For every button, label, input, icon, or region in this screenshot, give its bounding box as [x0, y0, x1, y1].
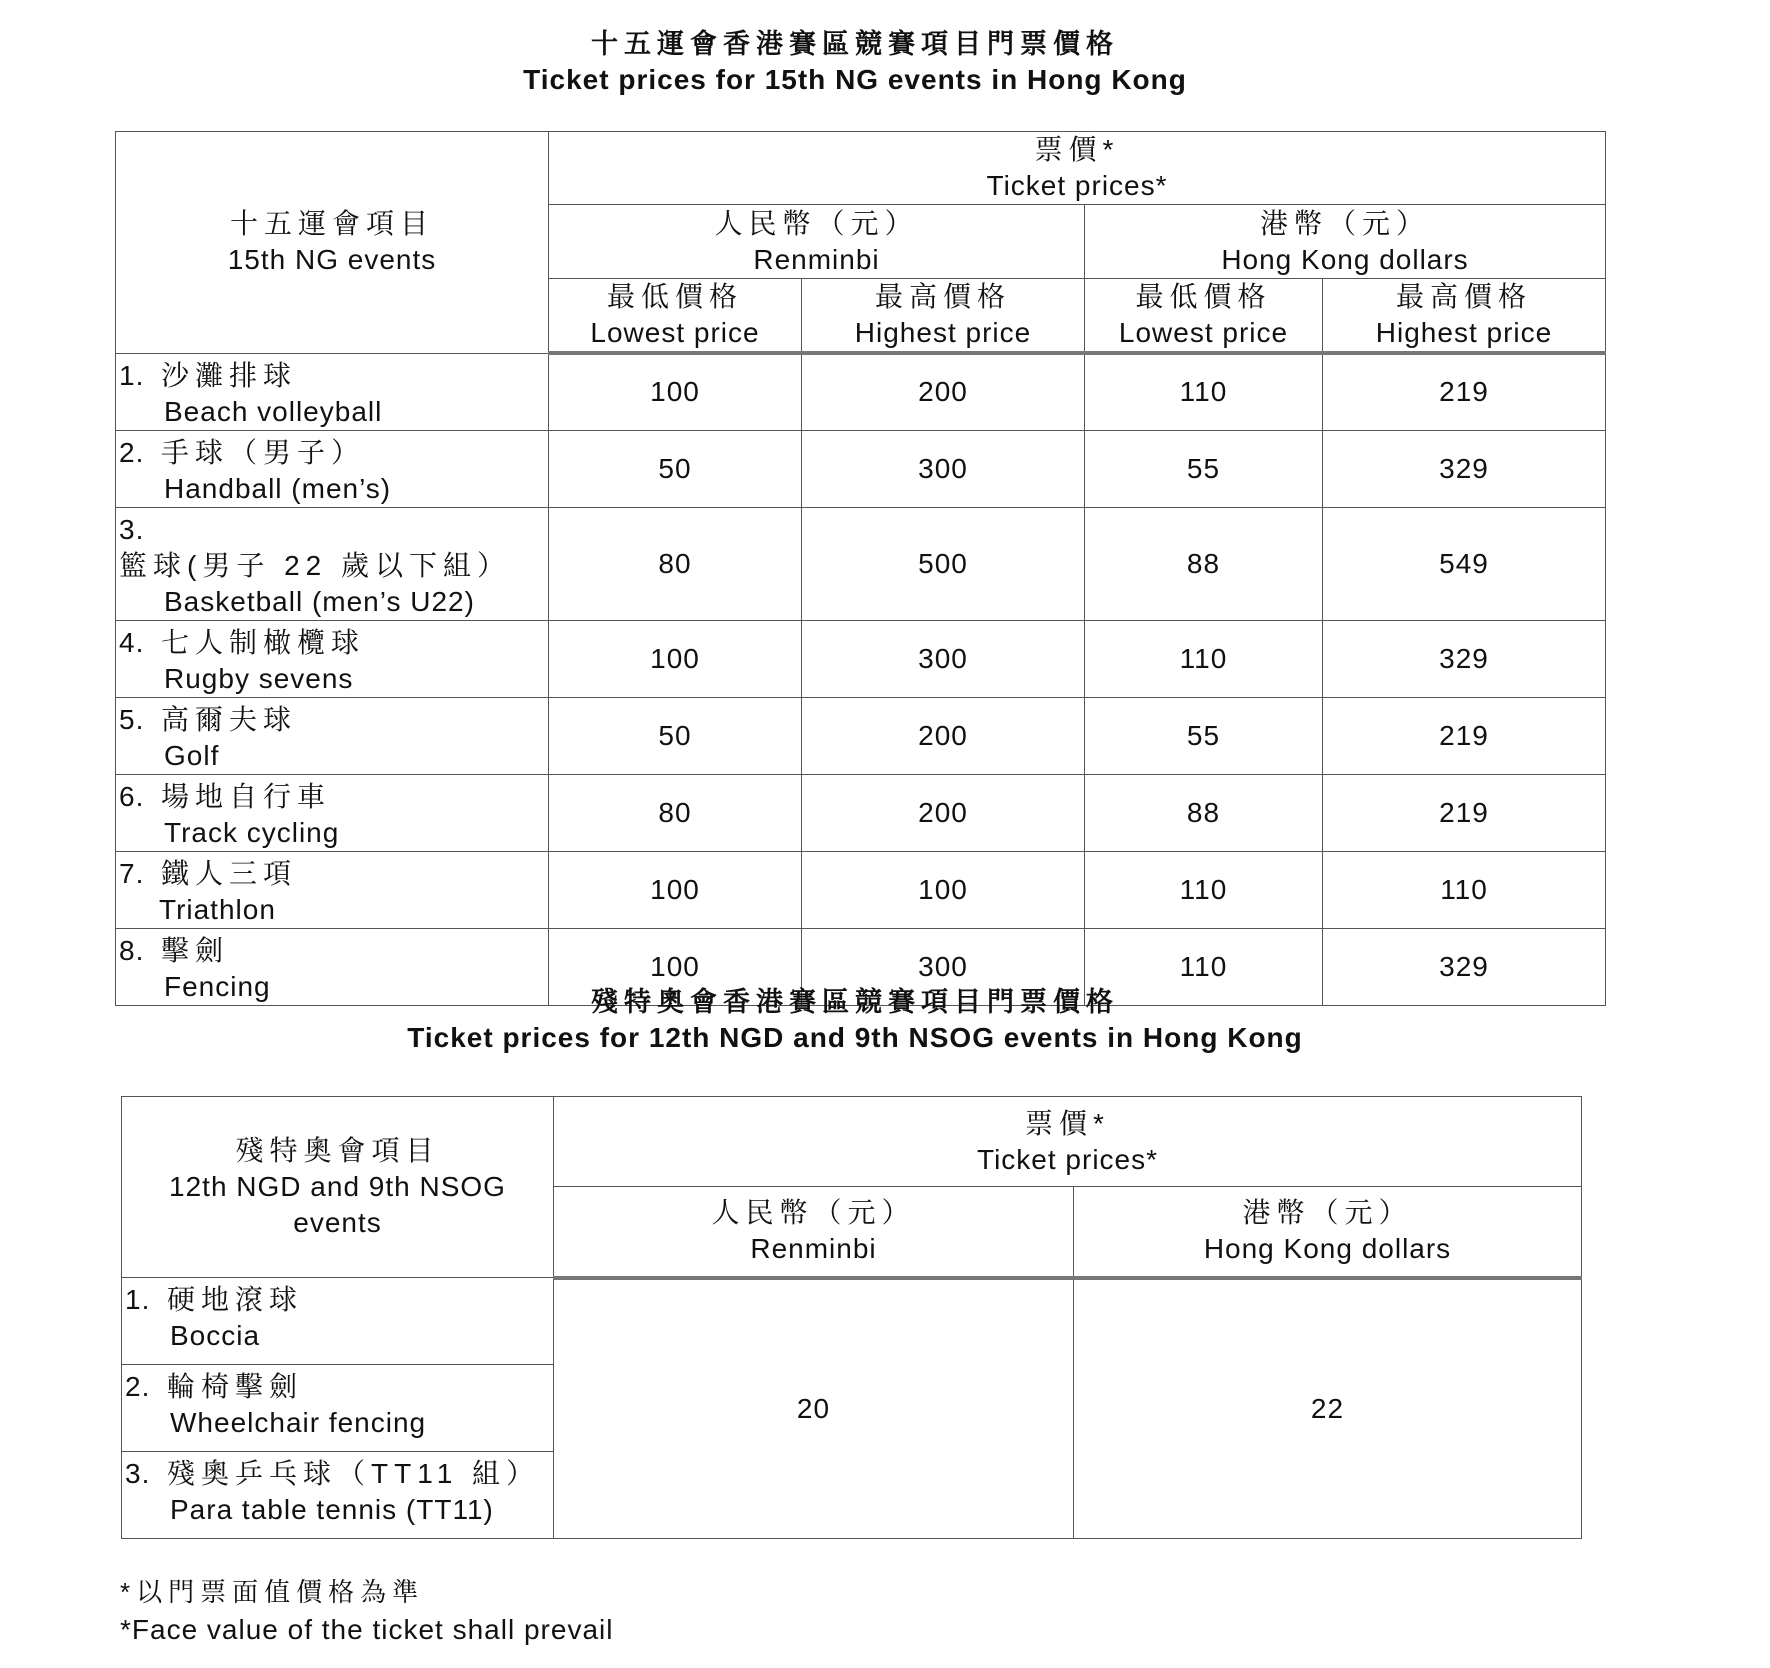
event-cell: [116, 353, 549, 430]
event-cell: [116, 620, 549, 697]
event-cell: [116, 697, 549, 774]
rmb-lowest-cell: 50: [549, 697, 802, 774]
rmb-lowest-cell: 80: [549, 774, 802, 851]
event-number: 3.: [125, 1458, 151, 1489]
highest-en: Highest price: [854, 317, 1032, 348]
event-name-en: Fencing: [164, 970, 271, 1002]
rmb-lowest-cell: 100: [549, 928, 802, 1005]
event-header-en: 15th NG events: [227, 244, 437, 276]
rmb-price-cell: 20: [554, 1278, 1074, 1539]
price-header: [554, 1097, 1582, 1187]
rmb-highest-cell: 200: [802, 774, 1085, 851]
hkd-header-zh: 港幣（元）: [1260, 207, 1431, 239]
hkd-price-cell: 22: [1074, 1278, 1582, 1539]
event-name-en: Triathlon: [159, 893, 276, 925]
event-cell: [122, 1278, 554, 1365]
price-header-en: Ticket prices*: [986, 170, 1168, 201]
rmb-header-zh: 人民幣（元）: [714, 207, 919, 239]
event-name-en: Wheelchair fencing: [170, 1407, 427, 1438]
hkd-lowest-cell: 88: [1085, 774, 1323, 851]
event-name-zh: 硬地滾球: [167, 1284, 304, 1315]
lowest-en: Lowest price: [1118, 317, 1289, 348]
event-name-zh: 輪椅擊劍: [167, 1371, 304, 1402]
rmb-highest-cell: 300: [802, 430, 1085, 507]
table-row: [116, 774, 1606, 851]
event-header: [122, 1097, 554, 1278]
table-row: [122, 1278, 1582, 1365]
event-name-en: Boccia: [170, 1320, 261, 1351]
event-number: 3.: [119, 513, 145, 545]
hkd-lowest-cell: 110: [1085, 851, 1323, 928]
hkd-highest-header: [1323, 279, 1606, 354]
hkd-highest-cell: 329: [1323, 620, 1606, 697]
lowest-zh: 最低價格: [606, 281, 743, 312]
event-number: 4.: [119, 626, 145, 658]
rmb-header: [554, 1187, 1074, 1278]
event-name-en: Golf: [164, 739, 220, 771]
event-name-en: Handball (men’s): [164, 472, 392, 504]
table-row: [116, 353, 1606, 430]
event-number: 2.: [119, 436, 145, 468]
table-row: [116, 620, 1606, 697]
title-ng-en: Ticket prices for 15th NG events in Hong Kong: [523, 64, 1187, 95]
title-ng-zh: 十五運會香港賽區競賽項目門票價格: [591, 29, 1119, 59]
event-number: 6.: [119, 780, 145, 812]
rmb-highest-header: [802, 279, 1085, 354]
lowest-en: Lowest price: [590, 317, 760, 348]
event-cell: [116, 774, 549, 851]
hkd-lowest-cell: 55: [1085, 697, 1323, 774]
event-number: 7.: [119, 857, 145, 889]
price-header: [549, 132, 1606, 205]
event-name-zh: 籃球(男子 22 歲以下組）: [119, 549, 512, 581]
rmb-lowest-cell: 50: [549, 430, 802, 507]
title-ngd-nsog: [0, 984, 1710, 1056]
hkd-highest-cell: 329: [1323, 928, 1606, 1005]
title-ngd-nsog-en: Ticket prices for 12th NGD and 9th NSOG events in Hong Kong: [407, 1022, 1303, 1053]
rmb-lowest-cell: 100: [549, 620, 802, 697]
price-header-zh: 票價*: [1034, 134, 1120, 165]
rmb-highest-cell: 200: [802, 697, 1085, 774]
footnote-zh: *以門票面值價格為準: [120, 1577, 425, 1607]
rmb-highest-cell: 100: [802, 851, 1085, 928]
event-name-zh: 鐵人三項: [161, 857, 298, 889]
rmb-header-zh: 人民幣（元）: [711, 1197, 916, 1229]
event-name-zh: 手球（男子）: [161, 436, 366, 468]
event-header: [116, 132, 549, 354]
event-name-en: Track cycling: [164, 816, 340, 848]
rmb-highest-cell: 300: [802, 928, 1085, 1005]
event-name-en: Para table tennis (TT11): [170, 1494, 494, 1525]
rmb-header-en: Renminbi: [750, 1233, 877, 1265]
footnote-en: *Face value of the ticket shall prevail: [120, 1614, 614, 1645]
hkd-highest-cell: 110: [1323, 851, 1606, 928]
rmb-highest-cell: 200: [802, 353, 1085, 430]
event-header-zh: 十五運會項目: [229, 208, 434, 240]
rmb-highest-cell: 300: [802, 620, 1085, 697]
rmb-header-en: Renminbi: [753, 243, 880, 275]
hkd-highest-cell: 549: [1323, 507, 1606, 620]
event-cell: [116, 851, 549, 928]
event-number: 5.: [119, 703, 145, 735]
rmb-lowest-cell: 100: [549, 851, 802, 928]
rmb-lowest-header: [549, 279, 802, 354]
table-row: [116, 430, 1606, 507]
hkd-highest-cell: 329: [1323, 430, 1606, 507]
hkd-highest-cell: 219: [1323, 697, 1606, 774]
rmb-lowest-cell: 80: [549, 507, 802, 620]
table-row: [116, 851, 1606, 928]
ngd-nsog-ticket-table: [121, 1096, 1582, 1539]
event-header-zh: 殘特奧會項目: [235, 1135, 440, 1166]
hkd-lowest-header: [1085, 279, 1323, 354]
event-number: 8.: [119, 934, 145, 966]
event-name-en: Basketball (men’s U22): [164, 585, 475, 617]
event-cell: [116, 507, 549, 620]
event-header-en: 12th NGD and 9th NSOG events: [169, 1171, 506, 1238]
event-name-zh: 場地自行車: [161, 780, 332, 812]
event-name-zh: 高爾夫球: [161, 703, 298, 735]
hkd-lowest-cell: 110: [1085, 928, 1323, 1005]
hkd-highest-cell: 219: [1323, 353, 1606, 430]
rmb-lowest-cell: 100: [549, 353, 802, 430]
hkd-lowest-cell: 110: [1085, 353, 1323, 430]
highest-zh: 最高價格: [874, 281, 1011, 312]
event-name-en: Rugby sevens: [164, 662, 354, 694]
table-row: [116, 507, 1606, 620]
event-name-zh: 殘奧乒乓球（TT11 組）: [167, 1458, 541, 1489]
hkd-header-zh: 港幣（元）: [1242, 1197, 1413, 1229]
ng-ticket-table: [115, 131, 1606, 1006]
event-cell: [122, 1365, 554, 1452]
hkd-lowest-cell: 88: [1085, 507, 1323, 620]
hkd-lowest-cell: 110: [1085, 620, 1323, 697]
rmb-header: [549, 205, 1085, 279]
event-cell: [122, 1452, 554, 1539]
hkd-header: [1085, 205, 1606, 279]
event-name-zh: 七人制橄欖球: [161, 626, 366, 658]
hkd-header-en: Hong Kong dollars: [1203, 1233, 1452, 1265]
event-name-zh: 擊劍: [161, 934, 230, 966]
event-name-en: Beach volleyball: [164, 395, 383, 427]
price-header-en: Ticket prices*: [977, 1143, 1159, 1175]
highest-en: Highest price: [1375, 317, 1553, 348]
event-number: 1.: [125, 1284, 151, 1315]
hkd-highest-cell: 219: [1323, 774, 1606, 851]
title-ngd-nsog-zh: 殘特奧會香港賽區競賽項目門票價格: [591, 987, 1119, 1017]
table-row: [116, 697, 1606, 774]
event-number: 1.: [119, 359, 145, 391]
highest-zh: 最高價格: [1396, 281, 1533, 312]
event-name-zh: 沙灘排球: [161, 359, 298, 391]
lowest-zh: 最低價格: [1135, 281, 1272, 312]
rmb-highest-cell: 500: [802, 507, 1085, 620]
price-header-zh: 票價*: [1025, 1107, 1110, 1139]
hkd-header: [1074, 1187, 1582, 1278]
hkd-lowest-cell: 55: [1085, 430, 1323, 507]
event-cell: [116, 430, 549, 507]
event-number: 2.: [125, 1371, 151, 1402]
title-ng: [0, 26, 1710, 98]
hkd-header-en: Hong Kong dollars: [1221, 243, 1469, 275]
